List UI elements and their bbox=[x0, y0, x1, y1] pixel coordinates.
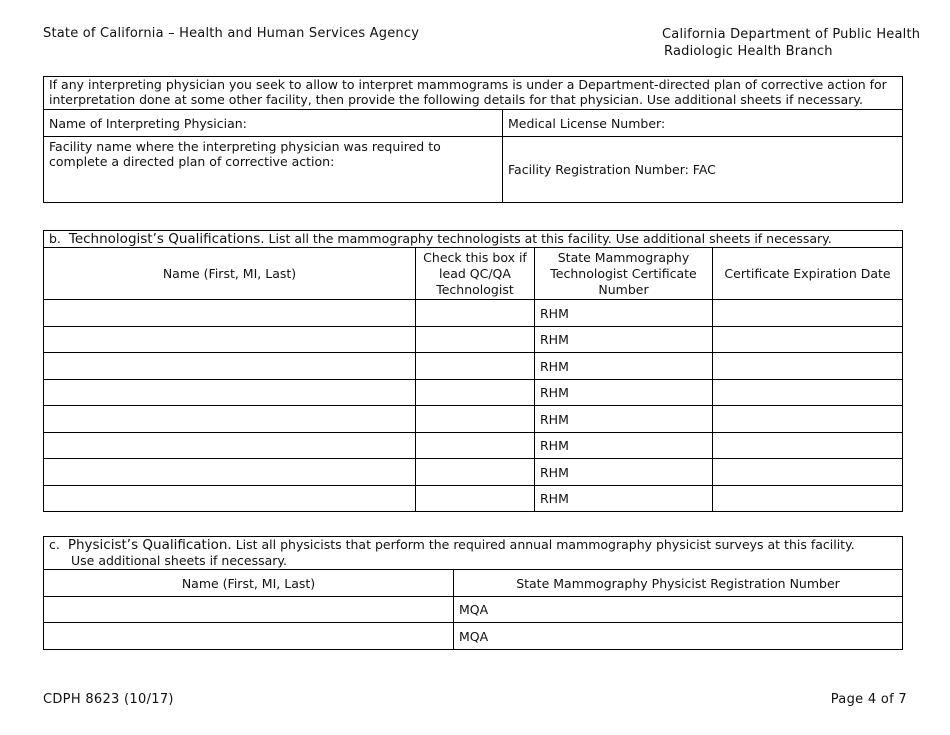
table-row bbox=[44, 406, 903, 433]
tech-name-input[interactable] bbox=[44, 459, 416, 486]
table-row bbox=[44, 327, 903, 353]
col-header-physicist-name: Name (First, MI, Last) bbox=[44, 570, 454, 597]
department-header bbox=[662, 26, 920, 60]
table-row bbox=[44, 623, 903, 650]
tech-name-input[interactable] bbox=[44, 433, 416, 459]
lead-checkbox[interactable] bbox=[416, 486, 535, 512]
lead-checkbox[interactable] bbox=[416, 380, 535, 406]
facility-name-field[interactable]: Facility name where the interpreting physician was required to complete a directed plan of corrective action: bbox=[44, 137, 503, 203]
section-c-caption bbox=[44, 537, 903, 570]
lead-checkbox[interactable] bbox=[416, 327, 535, 353]
section-a-instructions: If any interpreting physician you seek to allow to interpret mammograms is under a Department-directed plan of corrective action for interpretation done at some other facility, then provide the following details for that physician. Use additional sheets if necessary. bbox=[44, 77, 903, 110]
physicist-name-input[interactable] bbox=[44, 597, 454, 623]
expiration-date-input[interactable] bbox=[713, 380, 903, 406]
tech-name-input[interactable] bbox=[44, 380, 416, 406]
cert-number-input[interactable]: RHM bbox=[535, 433, 713, 459]
cert-number-input[interactable]: RHM bbox=[535, 406, 713, 433]
section-b-instructions: List all the mammography technologists at this facility. Use additional sheets if necessary. bbox=[268, 231, 832, 246]
table-row bbox=[44, 380, 903, 406]
col-header-cert: State Mammography Technologist Certificate Number bbox=[535, 248, 713, 300]
expiration-date-input[interactable] bbox=[713, 459, 903, 486]
form-id: CDPH 8623 (10/17) bbox=[43, 692, 174, 707]
cert-number-input[interactable]: RHM bbox=[535, 459, 713, 486]
tech-name-input[interactable] bbox=[44, 353, 416, 380]
section-b-letter: b. bbox=[49, 231, 61, 246]
cert-number-input[interactable]: RHM bbox=[535, 486, 713, 512]
tech-name-input[interactable] bbox=[44, 406, 416, 433]
section-b-title: Technologist’s Qualifications. bbox=[68, 231, 265, 247]
cert-number-input[interactable]: RHM bbox=[535, 300, 713, 327]
cert-number-input[interactable]: RHM bbox=[535, 327, 713, 353]
table-row bbox=[44, 459, 903, 486]
section-c-title: Physicist’s Qualification. bbox=[67, 537, 232, 553]
table-row bbox=[44, 353, 903, 380]
cert-number-input[interactable]: RHM bbox=[535, 353, 713, 380]
lead-checkbox[interactable] bbox=[416, 353, 535, 380]
expiration-date-input[interactable] bbox=[713, 353, 903, 380]
physicist-name-input[interactable] bbox=[44, 623, 454, 650]
lead-checkbox[interactable] bbox=[416, 300, 535, 327]
col-header-registration: State Mammography Physicist Registration Number bbox=[454, 570, 903, 597]
license-number-field[interactable]: Medical License Number: bbox=[503, 110, 903, 137]
registration-number-input[interactable]: MQA bbox=[454, 623, 903, 650]
lead-checkbox[interactable] bbox=[416, 459, 535, 486]
page-number: Page 4 of 7 bbox=[830, 692, 907, 707]
branch-name: Radiologic Health Branch bbox=[664, 44, 833, 59]
table-row bbox=[44, 486, 903, 512]
registration-number-input[interactable]: MQA bbox=[454, 597, 903, 623]
section-b-caption bbox=[44, 231, 903, 248]
tech-name-input[interactable] bbox=[44, 300, 416, 327]
col-header-name: Name (First, MI, Last) bbox=[44, 248, 416, 300]
table-row bbox=[44, 433, 903, 459]
section-c-letter: c. bbox=[49, 537, 60, 552]
tech-name-input[interactable] bbox=[44, 327, 416, 353]
lead-checkbox[interactable] bbox=[416, 406, 535, 433]
table-row bbox=[44, 597, 903, 623]
table-row bbox=[44, 300, 903, 327]
technologist-table bbox=[43, 230, 903, 512]
physicist-table bbox=[43, 536, 903, 650]
expiration-date-input[interactable] bbox=[713, 327, 903, 353]
col-header-exp: Certificate Expiration Date bbox=[713, 248, 903, 300]
cert-number-input[interactable]: RHM bbox=[535, 380, 713, 406]
expiration-date-input[interactable] bbox=[713, 300, 903, 327]
tech-name-input[interactable] bbox=[44, 486, 416, 512]
facility-registration-field[interactable]: Facility Registration Number: FAC bbox=[503, 137, 903, 203]
interpreting-physician-table bbox=[43, 76, 903, 203]
physician-name-field[interactable]: Name of Interpreting Physician: bbox=[44, 110, 503, 137]
expiration-date-input[interactable] bbox=[713, 486, 903, 512]
expiration-date-input[interactable] bbox=[713, 433, 903, 459]
col-header-lead: Check this box if lead QC/QA Technologist bbox=[416, 248, 535, 300]
department-name: California Department of Public Health bbox=[662, 27, 921, 42]
section-c-instructions: List all physicists that perform the required annual mammography physicist surveys at this facility. bbox=[235, 537, 855, 552]
agency-header: State of California – Health and Human Services Agency bbox=[43, 26, 420, 41]
lead-checkbox[interactable] bbox=[416, 433, 535, 459]
section-c-instructions-2: Use additional sheets if necessary. bbox=[71, 553, 288, 568]
expiration-date-input[interactable] bbox=[713, 406, 903, 433]
